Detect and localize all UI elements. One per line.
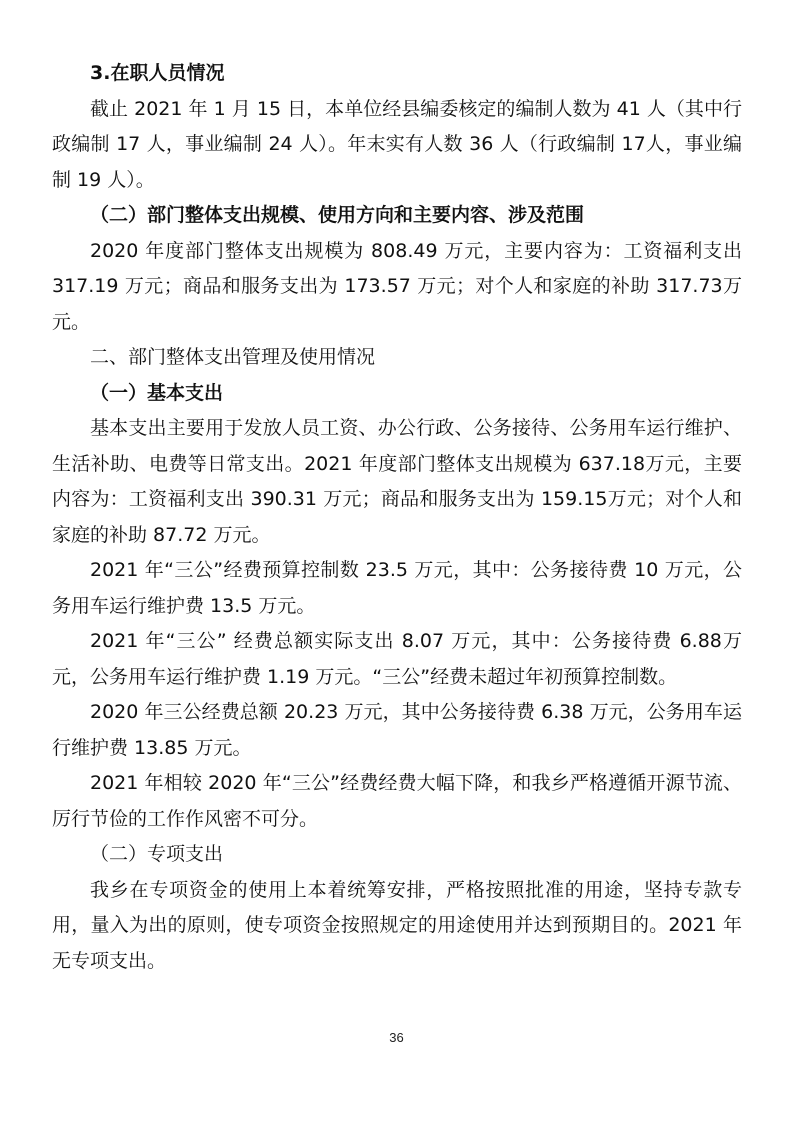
paragraph-2020-three-public: 2020 年三公经费总额 20.23 万元，其中公务接待费 6.38 万元，公务用车运行维护费 13.85 万元。 [52, 701, 742, 759]
section-heading-special-spending: （二）专项支出 [90, 843, 224, 865]
section-heading-management: 二、部门整体支出管理及使用情况 [90, 346, 376, 368]
section-heading-overall-scale: （二）部门整体支出规模、使用方向和主要内容、涉及范围 [90, 204, 585, 226]
paragraph-three-public-actual: 2021 年“三公” 经费总额实际支出 8.07 万元，其中：公务接待费 6.88万元，公务用车运行维护费 1.19 万元。“三公”经费未超过年初预算控制数。 [52, 630, 742, 688]
section-heading-basic-spending: （一）基本支出 [90, 381, 224, 404]
paragraph-three-public-budget: 2021 年“三公”经费预算控制数 23.5 万元，其中：公务接待费 10 万元，公务用车运行维护费 13.5 万元。 [52, 559, 742, 617]
section-heading-staff: 3.在职人员情况 [90, 62, 225, 84]
page-number: 36 [389, 1030, 404, 1045]
document-body [52, 56, 742, 979]
paragraph-comparison: 2021 年相较 2020 年“三公”经费经费大幅下降，和我乡严格遵循开源节流、厉行节俭的工作作风密不可分。 [52, 772, 742, 830]
paragraph-2020-spending: 2020 年度部门整体支出规模为 808.49 万元，主要内容为：工资福利支出 317.19 万元；商品和服务支出为 173.57 万元；对个人和家庭的补助 317.73万元。 [52, 239, 742, 333]
paragraph-staff-count: 截止 2021 年 1 月 15 日，本单位经县编委核定的编制人数为 41 人（其中行政编制 17 人，事业编制 24 人）。年末实有人数 36 人（行政编制 17人，事业编制 19 人）。 [52, 97, 742, 191]
paragraph-special-spending: 我乡在专项资金的使用上本着统筹安排，严格按照批准的用途，坚持专款专用，量入为出的原则，使专项资金按照规定的用途使用并达到预期目的。2021 年无专项支出。 [52, 878, 742, 972]
paragraph-basic-spending: 基本支出主要用于发放人员工资、办公行政、公务接待、公务用车运行维护、生活补助、电费等日常支出。2021 年度部门整体支出规模为 637.18万元，主要内容为：工资福利支出 390.31 万元；商品和服务支出为 159.15万元；对个人和家庭的补助 87.72 万元。 [52, 417, 742, 546]
